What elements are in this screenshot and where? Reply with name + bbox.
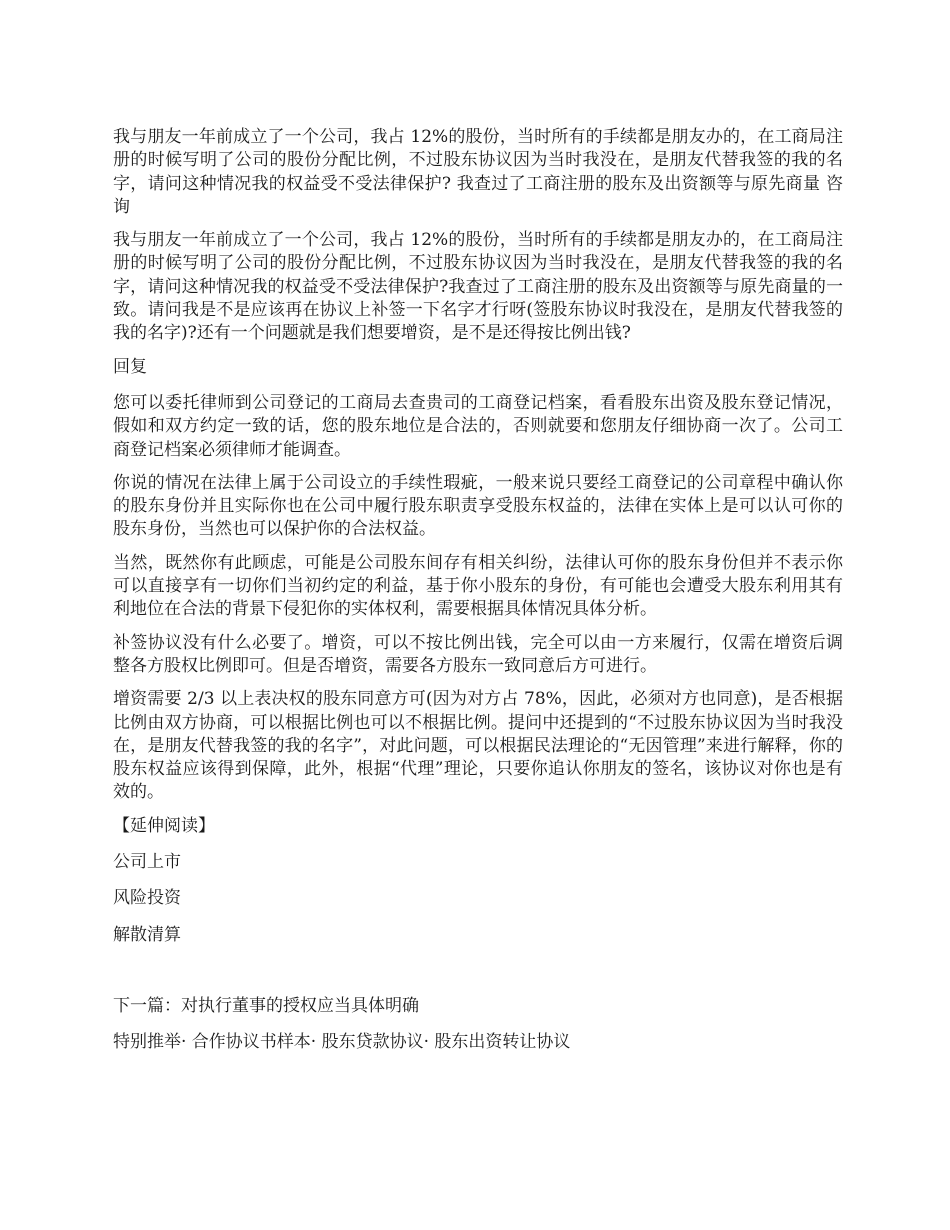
- further-reading-heading: 【延伸阅读】: [113, 815, 215, 836]
- answer-paragraph-5: 增资需要 2/3 以上表决权的股东同意方可(因为对方占 78%，因此，必须对方也同意)，是否根据比例由双方协商，可以根据比例也可以不根据比例。提问中还提到的“不过股东协议因为当时我没在，是朋友代替我签的我的名字”，对此问题，可以根据民法理论的“无因管理”来进行解释，你的股东权益应该得到保障，此外，根据“代理”理论，只要你追认你朋友的签名，该协议对你也是有效的。: [113, 689, 843, 803]
- question-title: 我与朋友一年前成立了一个公司，我占 12%的股份，当时所有的手续都是朋友办的，在工商局注册的时候写明了公司的股份分配比例，不过股东协议因为当时我没在，是朋友代替我签的我的名字，请问这种情况我的权益受不受法律保护? 我查过了工商注册的股东及出资额等与原先商量 咨询: [113, 127, 843, 217]
- question-body: 我与朋友一年前成立了一个公司，我占 12%的股份，当时所有的手续都是朋友办的，在工商局注册的时候写明了公司的股份分配比例，不过股东协议因为当时我没在，是朋友代替我签的我的名字，请问这种情况我的权益受不受法律保护?我查过了工商注册的股东及出资额等与原先商量的一致。请问我是不是应该再在协议上补签一下名字才行呀(签股东协议时我没在，是朋友代替我签的我的名字)?还有一个问题就是我们想要增资，是不是还得按比例出钱?: [113, 230, 843, 344]
- answer-paragraph-4: 补签协议没有什么必要了。增资，可以不按比例出钱，完全可以由一方来履行，仅需在增资后调整各方股权比例即可。但是否增资，需要各方股东一致同意后方可进行。: [113, 632, 843, 676]
- further-reading-link-venture-capital[interactable]: 风险投资: [113, 888, 181, 909]
- article-body: [113, 126, 843, 1068]
- answer-paragraph-1: 您可以委托律师到公司登记的工商局去查贵司的工商登记档案，看看股东出资及股东登记情况，假如和双方约定一致的话，您的股东地位是合法的，否则就要和您朋友仔细协商一次了。公司工商登记档案必须律师才能调查。: [113, 392, 843, 460]
- next-article-link[interactable]: 下一篇：对执行董事的授权应当具体明确: [113, 995, 419, 1016]
- answer-paragraph-2: 你说的情况在法律上属于公司设立的手续性瑕疵，一般来说只要经工商登记的公司章程中确认你的股东身份并且实际你也在公司中履行股东职责享受股东权益的，法律在实体上是可以认可你的股东身份，当然也可以保护你的合法权益。: [113, 472, 843, 540]
- further-reading-link-dissolution[interactable]: 解散清算: [113, 924, 181, 945]
- answer-paragraph-3: 当然，既然你有此顾虑，可能是公司股东间存有相关纠纷，法律认可你的股东身份但并不表示你可以直接享有一切你们当初约定的利益，基于你小股东的身份，有可能也会遭受大股东利用其有利地位在合法的背景下侵犯你的实体权利，需要根据具体情况具体分析。: [113, 552, 843, 620]
- recommended-links[interactable]: 特别推举· 合作协议书样本· 股东贷款协议· 股东出资转让协议: [113, 1032, 571, 1053]
- further-reading-link-ipo[interactable]: 公司上市: [113, 852, 181, 873]
- reply-label: 回复: [113, 356, 147, 377]
- section-spacer: [113, 960, 843, 995]
